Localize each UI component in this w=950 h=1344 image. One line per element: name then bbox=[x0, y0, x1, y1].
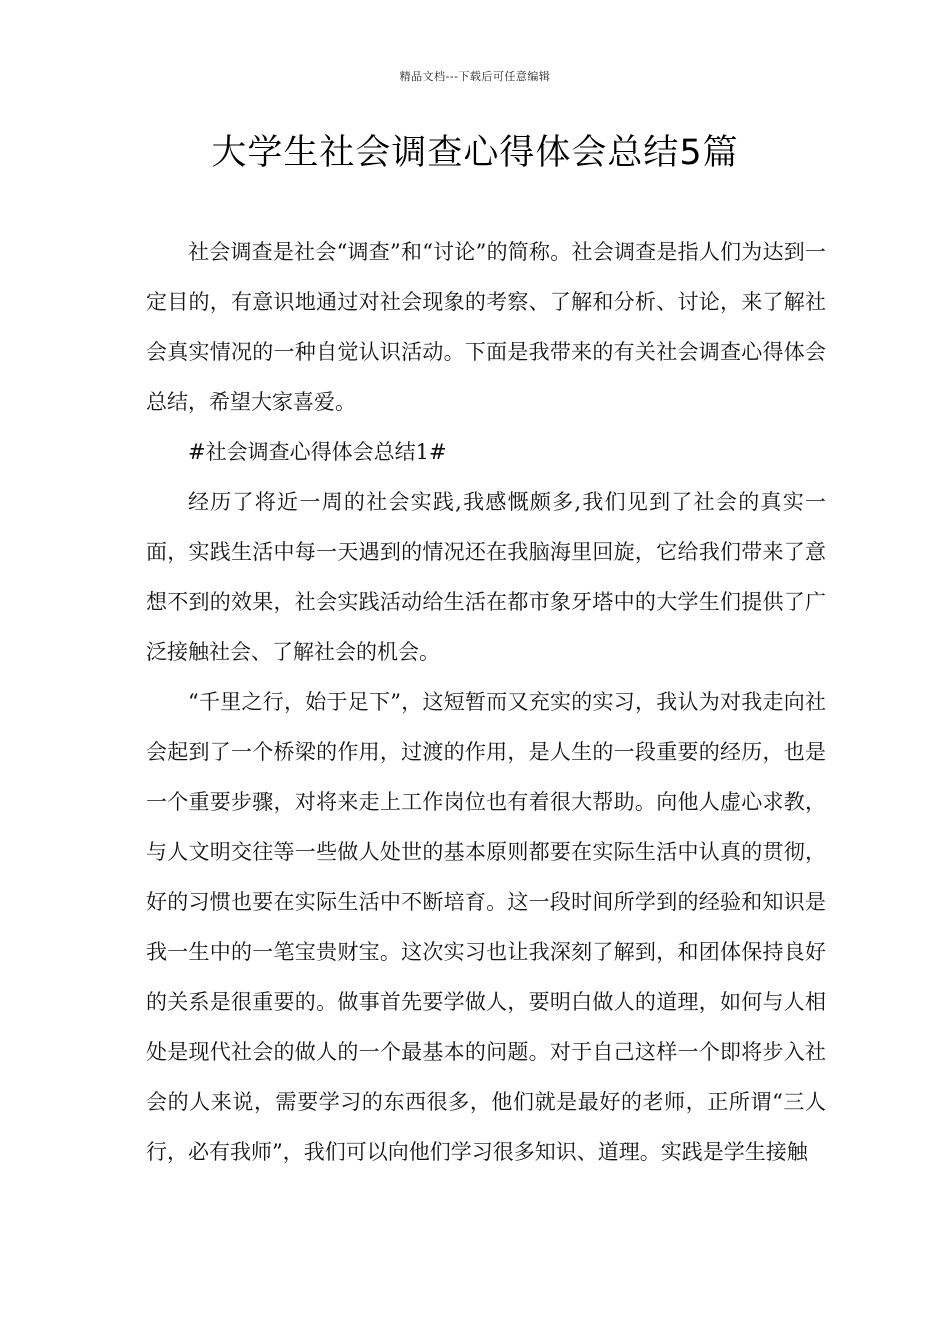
paragraph-journey: “千里之行，始于足下”，这短暂而又充实的实习，我认为对我走向社会起到了一个桥梁的作用，过渡的作用，是人生的一段重要的经历，也是一个重要步骤，对将来走上工作岗位也有着很大帮助。向他人虚心求教，与人文明交往等一些做人处世的基本原则都要在实际生活中认真的贯彻，好的习惯也要在实际生活中不断培育。这一段时间所学到的经验和知识是我一生中的一笔宝贵财宝。这次实习也让我深刻了解到，和团体保持良好的关系是很重要的。做事首先要学做人，要明白做人的道理，如何与人相处是现代社会的做人的一个最基本的问题。对于自己这样一个即将步入社会的人来说，需要学习的东西很多，他们就是最好的老师，正所谓“三人行，必有我师”，我们可以向他们学习很多知识、道理。实践是学生接触 bbox=[146, 690, 826, 1164]
section-heading: #社会调查心得体会总结1# bbox=[188, 440, 447, 464]
paragraph-intro: 社会调查是社会“调查”和“讨论”的简称。社会调查是指人们为达到一定目的，有意识地通过对社会现象的考察、了解和分析、讨论，来了解社会真实情况的一种自觉认识活动。下面是我带来的有关社会调查心得体会总结，希望大家喜爱。 bbox=[146, 240, 826, 414]
document-body bbox=[146, 227, 826, 1177]
paragraph-practice: 经历了将近一周的社会实践,我感慨颇多,我们见到了社会的真实一面，实践生活中每一天遇到的情况还在我脑海里回旋，它给我们带来了意想不到的效果，社会实践活动给生活在都市象牙塔中的大学生们提供了广泛接触社会、了解社会的机会。 bbox=[146, 490, 826, 664]
document-title: 大学生社会调查心得体会总结5篇 bbox=[211, 133, 739, 173]
header-note: 精品文档---下载后可任意编辑 bbox=[399, 70, 551, 83]
